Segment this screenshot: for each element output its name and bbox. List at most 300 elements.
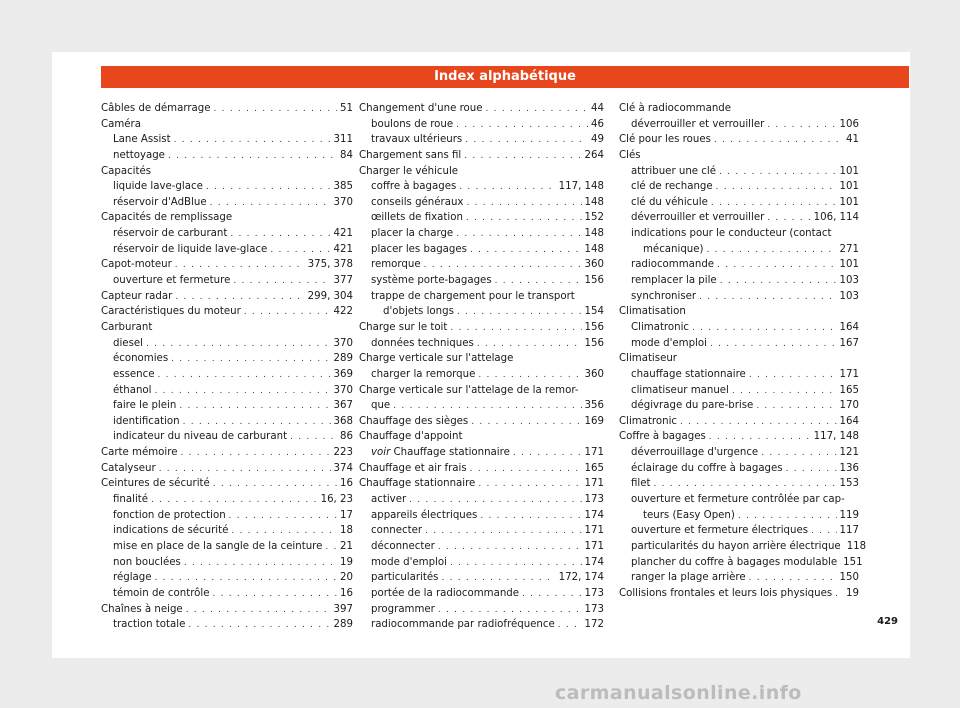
entry-page-ref: 171 [584, 525, 604, 537]
entry-page-ref: 148 [584, 196, 604, 208]
entry-label [631, 320, 689, 336]
entry-page-ref: 41 [846, 134, 859, 146]
entry-page-ref: 148 [584, 243, 604, 255]
dot-leader [465, 133, 588, 149]
entry-page-ref: 271 [839, 243, 859, 255]
entry-label [101, 445, 177, 461]
entry-label [371, 570, 438, 586]
index-entry [359, 602, 604, 618]
entry-label [631, 539, 841, 555]
entry-page-ref: 370 [333, 337, 353, 349]
entry-page-ref: 119 [839, 509, 859, 521]
entry-page-ref: 421 [333, 243, 353, 255]
entry-page-ref: 169 [584, 415, 604, 427]
entry-label [631, 210, 764, 226]
entry-page-ref: 360 [584, 259, 604, 271]
entry-label [101, 117, 141, 133]
dot-leader [711, 196, 837, 212]
entry-label [113, 242, 267, 258]
dot-leader [154, 384, 330, 400]
entry-label [631, 289, 696, 305]
entry-page-ref: 153 [839, 478, 859, 490]
dot-leader [450, 321, 581, 337]
entry-label [113, 523, 228, 539]
entry-label [359, 351, 513, 367]
entry-page-ref: 422 [333, 306, 353, 318]
entry-text: faire le plein [113, 400, 177, 412]
entry-page-ref: 356 [584, 400, 604, 412]
entry-text: particularités du hayon arrière électrique [631, 540, 841, 552]
entry-page-ref: 101 [839, 196, 859, 208]
dot-leader [558, 618, 582, 634]
entry-text: Chauffage stationnaire [359, 478, 476, 490]
entry-page-ref: 18 [340, 525, 353, 537]
entry-text: liquide lave-glace [113, 181, 203, 193]
index-entry [101, 289, 353, 305]
entry-page-ref: 16 [340, 478, 353, 490]
entry-page-ref: 84 [340, 149, 353, 161]
dot-leader [244, 305, 331, 321]
entry-page-ref: 150 [839, 572, 859, 584]
entry-label [371, 492, 406, 508]
entry-page-ref: 156 [584, 337, 604, 349]
entry-label [619, 132, 711, 148]
entry-page-ref: 16 [340, 587, 353, 599]
index-entry [619, 398, 859, 414]
entry-page-ref: 51 [340, 103, 353, 114]
index-entry [359, 492, 604, 508]
dot-leader [522, 587, 582, 603]
entry-text: indications de sécurité [113, 525, 229, 537]
dot-leader [732, 384, 837, 400]
index-entry [101, 226, 353, 242]
entry-text: Chauffage d'appoint [359, 431, 463, 443]
dot-leader [811, 524, 836, 540]
dot-leader [719, 165, 837, 181]
entry-label [371, 445, 510, 461]
dot-leader [756, 399, 836, 415]
entry-label [631, 367, 746, 383]
index-entry [101, 304, 353, 320]
dot-leader [717, 258, 836, 274]
dot-leader [171, 352, 330, 368]
entry-label [631, 570, 746, 586]
dot-leader [213, 477, 337, 493]
index-column-3 [619, 101, 867, 602]
entry-text: charger la remorque [371, 368, 476, 380]
entry-page-ref: 101 [839, 165, 859, 177]
dot-leader [654, 477, 837, 493]
entry-page-ref: 121 [839, 447, 859, 459]
entry-text: plancher du coffre à bagages modulable [631, 556, 838, 568]
manual-page [52, 52, 910, 658]
entry-text: Clés [619, 149, 641, 161]
entry-page-ref: 103 [839, 290, 859, 302]
entry-text: économies [113, 353, 169, 365]
entry-page-ref: 264 [584, 149, 604, 161]
index-entry [359, 429, 604, 445]
watermark[interactable]: carmanualsonline.info [555, 682, 802, 704]
dot-leader [290, 430, 337, 446]
index-entry [101, 148, 353, 164]
index-entry [619, 383, 859, 399]
dot-leader [184, 556, 337, 572]
dot-leader [151, 493, 318, 509]
dot-leader [714, 133, 843, 149]
index-entry [359, 367, 604, 383]
entry-text: Clé pour les roues [619, 134, 711, 146]
dot-leader [233, 274, 330, 290]
entry-text: Chaînes à neige [101, 603, 183, 615]
entry-label [631, 445, 758, 461]
dot-leader [710, 337, 837, 353]
entry-text: coffre à bagages [371, 181, 457, 193]
index-entry [101, 367, 353, 383]
entry-label [371, 210, 463, 226]
entry-text: mode d'emploi [371, 556, 447, 568]
entry-label [643, 242, 704, 258]
entry-page-ref: 151 [843, 556, 863, 568]
entry-page-ref: 374 [333, 462, 353, 474]
entry-page-ref: 164 [839, 321, 859, 333]
dot-leader [425, 524, 581, 540]
entry-text: traction totale [113, 619, 186, 631]
index-entry [619, 492, 859, 508]
entry-label [371, 523, 422, 539]
index-entry [619, 132, 859, 148]
entry-label [113, 414, 180, 430]
dot-leader [450, 556, 582, 572]
entry-label [113, 539, 322, 555]
dot-leader [761, 446, 836, 462]
entry-text: travaux ultérieurs [371, 134, 463, 146]
dot-leader [175, 290, 304, 306]
index-entry [619, 586, 859, 602]
entry-text: conseils généraux [371, 196, 464, 208]
entry-label [631, 492, 845, 508]
entry-label [619, 101, 731, 117]
dot-leader [168, 149, 337, 165]
index-entry [359, 273, 604, 289]
index-entry [101, 273, 353, 289]
dot-leader [146, 337, 331, 353]
index-entry [619, 164, 859, 180]
page-number: 429 [877, 616, 898, 627]
dot-leader [470, 462, 582, 478]
entry-page-ref: 19 [846, 587, 859, 599]
index-entry [359, 117, 604, 133]
index-entry [359, 523, 604, 539]
entry-page-ref: 173 [584, 494, 604, 506]
entry-page-ref: 156 [584, 321, 604, 333]
dot-leader [477, 337, 582, 353]
entry-page-ref: 172, 174 [558, 572, 604, 584]
index-entry [619, 461, 859, 477]
entry-page-ref: 385 [333, 181, 353, 193]
entry-label [101, 289, 172, 305]
dot-leader [213, 587, 338, 603]
index-entry [619, 210, 859, 226]
entry-text: Charger le véhicule [359, 165, 459, 177]
index-entry [359, 539, 604, 555]
dot-leader [456, 227, 581, 243]
dot-leader [424, 258, 582, 274]
entry-text: Climatronic [619, 415, 678, 427]
entry-page-ref: 164 [839, 415, 859, 427]
entry-text: Climatiseur [619, 353, 677, 365]
entry-text: Carburant [101, 321, 153, 333]
dot-leader [716, 180, 837, 196]
entry-text: synchroniser [631, 290, 697, 302]
entry-label [101, 320, 152, 336]
index-entry [101, 445, 353, 461]
entry-label [371, 617, 555, 633]
index-entry [101, 195, 353, 211]
entry-page-ref: 367 [333, 400, 353, 412]
dot-leader [456, 118, 588, 134]
entry-text: ouverture et fermeture [113, 275, 231, 287]
entry-text: remplacer la pile [631, 275, 717, 287]
entry-label [371, 398, 390, 414]
dot-leader [738, 509, 837, 525]
entry-text: teurs (Easy Open) [643, 509, 735, 521]
dot-leader [270, 243, 330, 259]
entry-label [631, 398, 753, 414]
entry-text: mode d'emploi [631, 337, 707, 349]
entry-label [359, 461, 467, 477]
entry-label [359, 414, 468, 430]
entry-text: ranger la plage arrière [631, 572, 746, 584]
entry-label [113, 226, 227, 242]
entry-page-ref: 299, 304 [307, 290, 353, 302]
dot-leader [767, 118, 836, 134]
index-entry [101, 414, 353, 430]
entry-page-ref: 103 [839, 275, 859, 287]
entry-label [101, 101, 211, 117]
dot-leader [749, 368, 837, 384]
index-entry [359, 336, 604, 352]
entry-label [113, 367, 154, 383]
index-entry [359, 555, 604, 571]
entry-page-ref: 370 [333, 196, 353, 208]
dot-leader [230, 227, 330, 243]
entry-page-ref: 165 [584, 462, 604, 474]
entry-text: remorque [371, 259, 421, 271]
entry-label [619, 351, 677, 367]
dot-leader [478, 368, 581, 384]
entry-label [359, 148, 461, 164]
entry-text: éthanol [113, 384, 152, 396]
entry-text: radiocommande [631, 259, 715, 271]
index-entry [619, 257, 859, 273]
index-entry [619, 226, 859, 242]
entry-text: activer [371, 494, 407, 506]
index-entry [359, 164, 604, 180]
dot-leader [441, 571, 555, 587]
entry-text: Climatronic [631, 321, 690, 333]
entry-label [101, 257, 172, 273]
entry-text: Ceintures de sécurité [101, 478, 210, 490]
entry-label [631, 195, 708, 211]
index-entry [101, 539, 353, 555]
entry-page-ref: 171 [839, 368, 859, 380]
entry-label [113, 617, 185, 633]
entry-page-ref: 174 [584, 509, 604, 521]
entry-text: attribuer une clé [631, 165, 716, 177]
entry-text: climatiseur manuel [631, 384, 729, 396]
entry-page-ref: 156 [584, 275, 604, 287]
entry-text: radiocommande par radiofréquence [371, 619, 555, 631]
entry-page-ref: 171 [584, 447, 604, 459]
entry-page-ref: 369 [333, 368, 353, 380]
entry-page-ref: 370 [333, 384, 353, 396]
index-entry [619, 289, 859, 305]
entry-label [101, 602, 183, 618]
index-entry [359, 179, 604, 195]
index-entry [359, 210, 604, 226]
entry-label [359, 429, 462, 445]
index-entry [101, 398, 353, 414]
index-entry [619, 570, 859, 586]
index-entry [101, 210, 353, 226]
entry-page-ref: 101 [839, 259, 859, 271]
entry-text: Carte mémoire [101, 447, 178, 459]
dot-leader [464, 149, 581, 165]
index-entry [359, 414, 604, 430]
dot-leader [767, 211, 810, 227]
index-entry [101, 508, 353, 524]
entry-page-ref: 311 [333, 134, 353, 146]
entry-text: diesel [113, 337, 143, 349]
index-entry [101, 461, 353, 477]
dot-leader [180, 446, 330, 462]
entry-label [631, 257, 714, 273]
entry-text: Changement d'une roue [359, 103, 483, 114]
entry-page-ref: 167 [839, 337, 859, 349]
entry-label [619, 148, 641, 164]
entry-label [359, 320, 447, 336]
entry-label [113, 351, 168, 367]
entry-label [619, 429, 706, 445]
index-entry [101, 164, 353, 180]
entry-text: Clé à radiocommande [619, 103, 732, 114]
index-entry [359, 445, 604, 461]
index-entry [619, 101, 859, 117]
index-entry [101, 320, 353, 336]
dot-leader [183, 415, 331, 431]
entry-text: clé de rechange [631, 181, 713, 193]
entry-text: appareils électriques [371, 509, 478, 521]
index-entry [359, 586, 604, 602]
index-entry [101, 476, 353, 492]
entry-label [371, 367, 475, 383]
entry-page-ref: 118 [846, 540, 867, 552]
dot-leader [409, 493, 581, 509]
entry-text: Climatisation [619, 306, 686, 318]
entry-page-ref: 171 [584, 540, 604, 552]
dot-leader [393, 399, 581, 415]
dot-leader [159, 462, 331, 478]
dot-leader [214, 102, 338, 118]
dot-leader [486, 102, 589, 118]
dot-leader [692, 321, 837, 337]
index-entry [359, 617, 604, 633]
entry-text: témoin de contrôle [113, 587, 210, 599]
dot-leader [495, 274, 582, 290]
entry-text: particularités [371, 572, 439, 584]
entry-page-ref: 421 [333, 228, 353, 240]
entry-label [631, 476, 651, 492]
entry-label [113, 492, 148, 508]
dot-leader [175, 258, 305, 274]
entry-page-ref: 170 [839, 400, 859, 412]
entry-label [359, 383, 579, 399]
index-entry [619, 555, 863, 571]
index-entry [359, 351, 604, 367]
entry-page-ref: 368 [333, 415, 353, 427]
entry-text: chauffage stationnaire [631, 368, 746, 380]
entry-label [113, 336, 143, 352]
entry-page-ref: 20 [340, 572, 353, 584]
dot-leader [749, 571, 837, 587]
entry-label [371, 508, 477, 524]
entry-label [631, 117, 764, 133]
entry-page-ref: 174 [584, 556, 604, 568]
dot-leader [466, 211, 582, 227]
entry-label [631, 383, 729, 399]
entry-text: Coffre à bagages [619, 431, 706, 443]
entry-text: déverrouiller et verrouiller [631, 118, 765, 130]
index-entry [101, 117, 353, 133]
dot-leader [155, 571, 338, 587]
dot-leader [709, 430, 811, 446]
index-entry [101, 336, 353, 352]
index-entry [101, 602, 353, 618]
index-entry [619, 336, 859, 352]
entry-text: placer les bagages [371, 243, 467, 255]
entry-text: réservoir de liquide lave-glace [113, 243, 268, 255]
index-column-1 [101, 101, 353, 633]
dot-leader [438, 540, 582, 556]
entry-page-ref: 223 [333, 447, 353, 459]
entry-text: réglage [113, 572, 152, 584]
index-entry [359, 383, 604, 399]
index-entry [101, 523, 353, 539]
index-entry [359, 508, 604, 524]
entry-text: indications pour le conducteur (contact [631, 228, 832, 240]
entry-text: mise en place de la sangle de la ceinture [113, 540, 323, 552]
section-title: Index alphabétique [434, 69, 576, 84]
entry-page-ref: 289 [333, 353, 353, 365]
dot-leader [157, 368, 330, 384]
entry-page-ref: 16, 23 [320, 494, 353, 506]
entry-page-ref: 49 [591, 134, 604, 146]
entry-text: filet [631, 478, 651, 490]
index-entry [619, 320, 859, 336]
index-entry [359, 148, 604, 164]
entry-text: Charge verticale sur l'attelage [359, 353, 514, 365]
entry-text: déverrouiller et verrouiller [631, 212, 765, 224]
index-entry [619, 148, 859, 164]
entry-label [619, 414, 677, 430]
entry-label [113, 132, 171, 148]
entry-page-ref: 101 [839, 181, 859, 193]
index-column-2 [359, 101, 604, 633]
index-entry [359, 289, 604, 305]
entry-text: déconnecter [371, 540, 435, 552]
index-entry [359, 461, 604, 477]
index-entry [619, 273, 859, 289]
